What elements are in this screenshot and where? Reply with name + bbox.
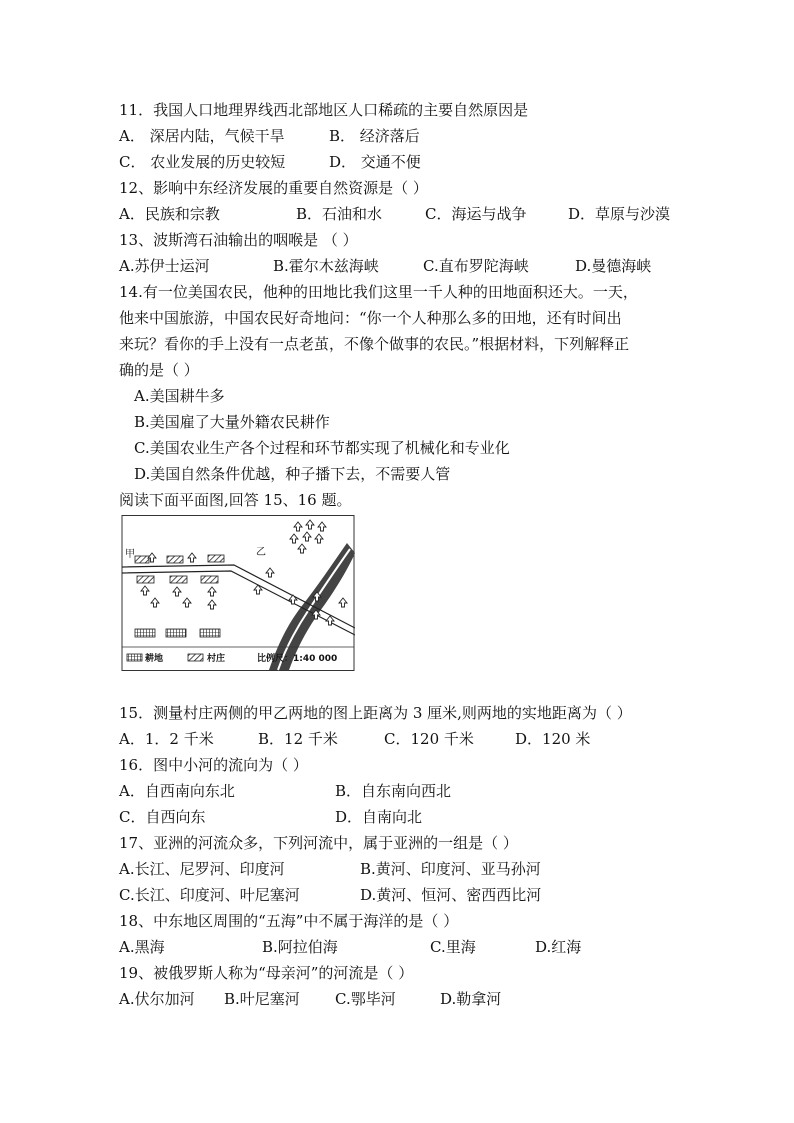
legend-village-label: 村庄 — [207, 654, 226, 664]
q13-option-b: B.霍尔木兹海峡 — [273, 257, 379, 275]
q17-option-d: D.黄河、恒河、密西西比河 — [360, 886, 542, 904]
q15-option-d: D．120 米 — [515, 730, 591, 748]
question-16-stem: 16．图中小河的流向为（ ） — [119, 756, 308, 774]
q18-option-a: A.黑海 — [119, 938, 165, 956]
q16-option-c: C．自西向东 — [119, 808, 206, 826]
q12-option-c: C．海运与战争 — [425, 205, 527, 223]
plan-map-drawing — [119, 515, 355, 671]
q15-option-a: A．1．2 千米 — [119, 730, 214, 748]
q14-option-c: C.美国农业生产各个过程和环节都实现了机械化和专业化 — [134, 439, 510, 457]
question-12-stem: 12、影响中东经济发展的重要自然资源是（ ） — [119, 179, 428, 197]
question-14-stem-line-1: 14.有一位美国农民，他种的田地比我们这里一千人种的田地面积还大。一天， — [119, 283, 638, 301]
q12-option-d: D．草原与沙漠 — [568, 205, 671, 223]
q13-option-a: A.苏伊士运河 — [119, 257, 210, 275]
q19-option-b: B.叶尼塞河 — [224, 990, 300, 1008]
q13-option-c: C.直布罗陀海峡 — [423, 257, 529, 275]
farmland-symbol — [166, 629, 186, 637]
village-symbol — [201, 576, 218, 583]
plan-map — [119, 515, 355, 671]
question-18-stem: 18、中东地区周围的“五海”中不属于海洋的是（ ） — [119, 912, 459, 930]
q11-option-d: D． 交通不便 — [329, 153, 421, 171]
question-14-stem-line-3: 来玩？看你的手上没有一点老茧，不像个做事的农民。”根据材料，下列解释正 — [119, 335, 630, 353]
q11-option-b: B． 经济落后 — [329, 127, 420, 145]
question-19-stem: 19、被俄罗斯人称为“母亲河”的河流是（ ） — [119, 964, 414, 982]
q14-option-d: D.美国自然条件优越，种子播下去，不需要人管 — [134, 465, 451, 483]
village-symbol — [137, 576, 154, 583]
q15-option-c: C．120 千米 — [384, 730, 474, 748]
q11-option-c: C． 农业发展的历史较短 — [119, 153, 286, 171]
village-symbol — [208, 555, 224, 562]
question-15-stem: 15．测量村庄两侧的甲乙两地的图上距离为 3 厘米,则两地的实地距离为（ ） — [119, 704, 632, 722]
map-reading-instruction: 阅读下面平面图,回答 15、16 题。 — [119, 491, 352, 509]
q11-option-a: A． 深居内陆，气候干旱 — [119, 127, 285, 145]
q16-option-b: B．自东南向西北 — [335, 782, 452, 800]
q18-option-c: C.里海 — [430, 938, 476, 956]
q17-option-b: B.黄河、印度河、亚马孙河 — [360, 860, 541, 878]
village-symbol — [167, 556, 183, 563]
legend-farmland-icon — [127, 654, 142, 661]
village-symbol — [170, 576, 187, 583]
label-jia: 甲 — [125, 549, 135, 560]
farmland-symbol — [200, 629, 220, 637]
legend-village-icon — [188, 654, 203, 661]
question-17-stem: 17、亚洲的河流众多，下列河流中，属于亚洲的一组是（ ） — [119, 834, 518, 852]
q19-option-c: C.鄂毕河 — [335, 990, 396, 1008]
q18-option-d: D.红海 — [535, 938, 582, 956]
q14-option-a: A.美国耕牛多 — [134, 387, 225, 405]
question-14-stem-line-2: 他来中国旅游，中国农民好奇地问：“你一个人种那么多的田地，还有时间出 — [119, 309, 622, 327]
q18-option-b: B.阿拉伯海 — [262, 938, 338, 956]
q19-option-d: D.勒拿河 — [440, 990, 502, 1008]
q12-option-b: B．石油和水 — [296, 205, 383, 223]
village-symbol — [135, 556, 149, 563]
question-11-stem: 11．我国人口地理界线西北部地区人口稀疏的主要自然原因是 — [119, 101, 529, 119]
q19-option-a: A.伏尔加河 — [119, 990, 195, 1008]
farmland-symbol — [135, 629, 155, 637]
legend-scale: 比例尺：1:40 000 — [257, 654, 338, 664]
q14-option-b: B.美国雇了大量外籍农民耕作 — [134, 413, 330, 431]
q16-option-a: A．自西南向东北 — [119, 782, 235, 800]
q16-option-d: D．自南向北 — [335, 808, 423, 826]
q17-option-a: A.长江、尼罗河、印度河 — [119, 860, 285, 878]
label-yi: 乙 — [256, 547, 266, 558]
q13-option-d: D.曼德海峡 — [575, 257, 652, 275]
q12-option-a: A．民族和宗教 — [119, 205, 220, 223]
q15-option-b: B．12 千米 — [258, 730, 338, 748]
q17-option-c: C.长江、印度河、叶尼塞河 — [119, 886, 300, 904]
question-14-stem-line-4: 确的是（ ） — [119, 361, 199, 379]
legend-farmland-label: 耕地 — [145, 654, 164, 664]
question-13-stem: 13、波斯湾石油输出的咽喉是 （ ） — [119, 231, 358, 249]
